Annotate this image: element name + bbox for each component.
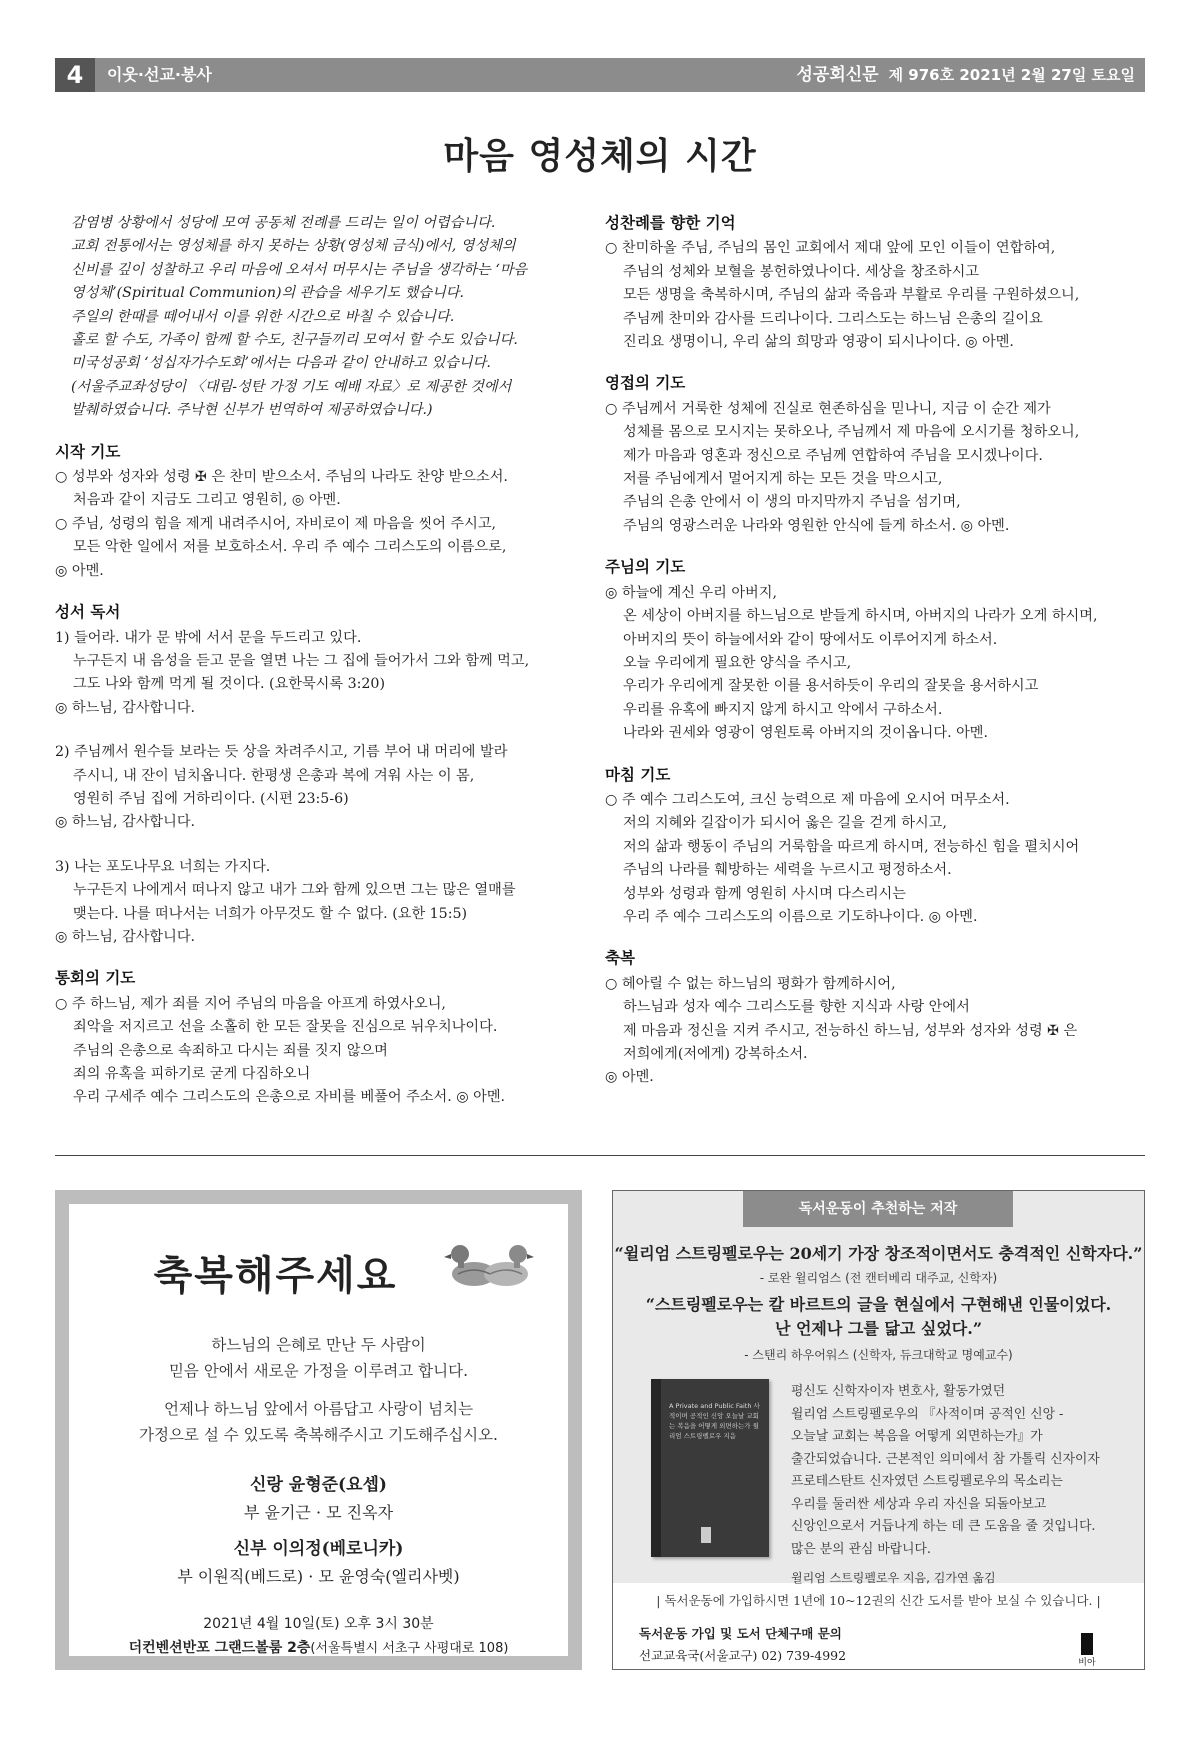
wedding-message	[69, 1332, 568, 1460]
prayer-line: ○ 헤아릴 수 없는 하느님의 평화가 함께하시어,	[605, 975, 896, 992]
prayer-line: 2) 주님께서 원수들 보라는 듯 상을 차려주시고, 기름 부어 내 머리에 발라	[55, 744, 508, 761]
intro-line: 감염병 상황에서 성당에 모여 공동체 전례를 드리는 일이 어렵습니다.	[71, 215, 496, 231]
prayer-line: 주님의 영광스러운 나라와 영원한 안식에 들게 하소서. ◎ 아멘.	[623, 517, 1010, 534]
prayer-line: 죄의 유혹을 피하기로 굳게 다짐하오니	[73, 1066, 311, 1082]
book-quote-2	[613, 1293, 1144, 1341]
wedding-message-line: 가정으로 설 수 있도록 축복해주시고 기도해주십시오.	[139, 1426, 498, 1444]
book-contact-title: 독서운동 가입 및 도서 단체구매 문의	[639, 1626, 842, 1641]
prayer-line: 주님의 성체와 보혈을 봉헌하였나이다. 세상을 창조하시고	[623, 263, 979, 280]
publisher-mark-icon	[1081, 1633, 1093, 1655]
prayer-line: 저의 삶과 행동이 주님의 거룩함을 따르게 하시며, 전능하신 힘을 펼치시어	[623, 838, 1080, 855]
prayer-line: ○ 성부와 성자와 성령 ✠ 은 찬미 받으소서. 주님의 나라도 찬양 받으소서.	[55, 469, 508, 486]
divider	[55, 1155, 1145, 1156]
prayer-line: ◎ 하늘에 계신 우리 아버지,	[605, 584, 777, 601]
book-quote-2-attribution: - 스탠리 하우어워스 (신학자, 듀크대학교 명예교수)	[744, 1348, 1013, 1362]
intro-line: 신비를 깊이 성찰하고 우리 마음에 오셔서 머무시는 주님을 생각하는 ‘마음	[71, 261, 528, 278]
book-quote-2-line: “스트링펠로우는 칼 바르트의 글을 현실에서 구현해낸 인물이었다.	[645, 1295, 1112, 1314]
section-title: 마침 기도	[605, 765, 671, 784]
prayer-line: 3) 나는 포도나무요 너희는 가지다.	[55, 858, 271, 875]
prayer-line: 주님의 나라를 훼방하는 세력을 누르시고 평정하소서.	[623, 862, 952, 879]
spacer	[55, 720, 575, 741]
book-description-line: 프로테스탄트 신자였던 스트링펠로우의 목소리는	[791, 1474, 1063, 1489]
wedding-ducks-icon	[444, 1234, 534, 1290]
book-description-line: 출간되었습니다. 근본적인 의미에서 참 가톨릭 신자이자	[791, 1451, 1100, 1467]
prayer-line: ◎ 하느님, 감사합니다.	[55, 814, 196, 831]
prayer-line: ◎ 하느님, 감사합니다.	[55, 699, 196, 716]
prayer-line: ○ 주 예수 그리스도여, 크신 능력으로 제 마음에 오시어 머무소서.	[605, 791, 1010, 808]
section-title: 주님의 기도	[605, 558, 686, 577]
groom-name: 신랑 윤형준(요셉)	[250, 1475, 387, 1495]
section-title: 시작 기도	[55, 442, 121, 461]
book-contact	[639, 1623, 846, 1667]
prayer-line: 나라와 권세와 영광이 영원토록 아버지의 것이옵니다. 아멘.	[623, 725, 989, 742]
prayer-line: 우리 구세주 예수 그리스도의 은총으로 자비를 베풀어 주소서. ◎ 아멘.	[73, 1089, 506, 1106]
intro-line: 영성체’(Spiritual Communion)의 관습을 세우기도 했습니다.	[71, 285, 464, 302]
wedding-message-line: 언제나 하느님 앞에서 아름답고 사랑이 넘치는	[163, 1400, 474, 1418]
page-number: 4	[55, 58, 95, 92]
wedding-details	[69, 1612, 568, 1661]
book-description	[791, 1381, 1136, 1590]
book-author: 윌리엄 스트링펠로우 지음, 김가연 옮김	[791, 1571, 996, 1585]
issue-info: 제 976호 2021년 2월 27일 토요일	[888, 66, 1135, 84]
paper-info	[796, 58, 1135, 92]
book-quote-1: “윌리엄 스트링펠로우는 20세기 가장 창조적이면서도 충격적인 신학자다.”	[614, 1244, 1143, 1263]
prayer-line: ◎ 하느님, 감사합니다.	[55, 928, 196, 945]
prayer-line: 주시니, 내 잔이 넘치옵니다. 한평생 은총과 복에 겨워 사는 이 몸,	[73, 767, 475, 784]
prayer-line: 성체를 몸으로 모시지는 못하오나, 주님께서 제 마음에 오시기를 청하오니,	[623, 424, 1080, 441]
prayer-line: 저를 주님에게서 멀어지게 하는 모든 것을 막으시고,	[623, 471, 943, 488]
section-name: 이웃·선교·봉사	[107, 65, 212, 84]
groom-parents: 부 윤기근 · 모 진옥자	[243, 1503, 394, 1522]
book-description-line: 윌리엄 스트링펠로우의 『사적이며 공적인 신앙 -	[791, 1406, 1064, 1422]
book-description-line: 평신도 신학자이자 변호사, 활동가였던	[791, 1384, 1006, 1399]
wedding-address: (서울특별시 서초구 사평대로 108)	[310, 1641, 509, 1656]
book-description-line: 신앙인으로서 거듭나게 하는 데 큰 도움을 줄 것입니다.	[791, 1519, 1096, 1534]
prayer-line: 1) 들어라. 내가 문 밖에 서서 문을 두드리고 있다.	[55, 629, 362, 646]
prayer-line: 우리를 유혹에 빠지지 않게 하시고 악에서 구하소서.	[623, 701, 943, 718]
prayer-line: 누구든지 나에게서 떠나지 않고 내가 그와 함께 있으면 그는 많은 열매를	[73, 882, 516, 899]
section-title: 영접의 기도	[605, 374, 686, 393]
prayer-line: 주님께 찬미와 감사를 드리나이다. 그리스도는 하느님 은총의 길이요	[623, 310, 1043, 327]
publisher-logo-icon	[1074, 1633, 1100, 1667]
intro-line: 교회 전통에서는 영성체를 하지 못하는 상황(영성체 금식)에서, 영성체의	[71, 238, 516, 255]
page-header-bar	[55, 58, 1145, 92]
prayer-line: 저희에게(저에게) 강복하소서.	[623, 1046, 808, 1062]
prayer-line: 제가 마음과 영혼과 정신으로 주님께 연합하여 주님을 모시겠나이다.	[623, 447, 1043, 464]
paper-name: 성공회신문	[796, 65, 879, 85]
prayer-line: 주님의 은총으로 속죄하고 다시는 죄를 짓지 않으며	[73, 1042, 388, 1059]
book-cover-logo-icon	[701, 1527, 711, 1543]
book-cover-text: A Private and Public Faith 사적이며 공적인 신앙 오늘날 교회는 복음을 어떻게 외면하는가 윌리엄 스트링펠로우 지음	[669, 1402, 760, 1440]
spacer	[55, 835, 575, 856]
prayer-line: 하느님과 성자 예수 그리스도를 향한 지식과 사랑 안에서	[623, 999, 970, 1016]
prayer-line: 모든 생명을 축복하시며, 주님의 삶과 죽음과 부활로 우리를 구원하셨으니,	[623, 287, 1080, 304]
prayer-line: ◎ 아멘.	[55, 562, 104, 579]
prayer-line: 죄악을 저지르고 선을 소홀히 한 모든 잘못을 진심으로 뉘우치나이다.	[73, 1019, 498, 1036]
prayer-line: 누구든지 내 음성을 듣고 문을 열면 나는 그 집에 들어가서 그와 함께 먹고,	[73, 652, 530, 669]
prayer-line: 우리가 우리에게 잘못한 이를 용서하듯이 우리의 잘못을 용서하시고	[623, 678, 1039, 695]
prayer-line: 영원히 주님 집에 거하리이다. (시편 23:5-6)	[73, 790, 349, 807]
wedding-message-line: 믿음 안에서 새로운 가정을 이루려고 합니다.	[168, 1362, 469, 1380]
prayer-line: ○ 주 하느님, 제가 죄를 지어 주님의 마음을 아프게 하였사오니,	[55, 995, 446, 1012]
section-title: 축복	[605, 949, 635, 968]
section-title: 통회의 기도	[55, 969, 136, 988]
article-title: 마음 영성체의 시간	[443, 136, 757, 177]
book-subscribe-note: | 독서운동에 가입하시면 1년에 10~12권의 신간 도서를 받아 보실 수 있습니다. |	[656, 1593, 1101, 1608]
prayer-line: 맺는다. 나를 떠나서는 너희가 아무것도 할 수 없다. (요한 15:5)	[73, 905, 468, 922]
wedding-couple	[69, 1472, 568, 1590]
prayer-line: ○ 찬미하올 주님, 주님의 몸인 교회에서 제대 앞에 모인 이들이 연합하여,	[605, 240, 1056, 257]
left-sections	[55, 441, 575, 1110]
book-description-line: 오늘날 교회는 복음을 어떻게 외면하는가』가	[791, 1429, 1043, 1444]
prayer-line: 처음과 같이 지금도 그리고 영원히, ◎ 아멘.	[73, 492, 341, 509]
intro-line: (서울주교좌성당이 〈대림-성탄 가정 기도 예배 자료〉로 제공한 것에서	[71, 378, 512, 395]
wedding-message-line: 하느님의 은혜로 만난 두 사람이	[211, 1336, 426, 1354]
left-column	[55, 212, 575, 1110]
intro-line: 주일의 한때를 떼어내서 이를 위한 시간으로 바칠 수 있습니다.	[71, 308, 455, 325]
prayer-line: 모든 악한 일에서 저를 보호하소서. 우리 주 예수 그리스도의 이름으로,	[73, 539, 507, 556]
bride-parents: 부 이원직(베드로) · 모 윤영숙(엘리사벳)	[177, 1567, 460, 1586]
book-recommendation	[612, 1190, 1145, 1670]
prayer-line: 주님의 은총 안에서 이 생의 마지막까지 주님을 섬기며,	[623, 494, 961, 511]
section-title: 성서 독서	[55, 603, 121, 622]
prayer-line: 성부와 성령과 함께 영원히 사시며 다스리시는	[623, 885, 906, 902]
prayer-line: 제 마음과 정신을 지켜 주시고, 전능하신 하느님, 성부와 성자와 성령 ✠ 은	[623, 1022, 1078, 1039]
intro-line: 발췌하였습니다. 주낙현 신부가 번역하여 제공하였습니다.)	[71, 402, 433, 419]
book-header: 독서운동이 추천하는 저작	[743, 1191, 1013, 1227]
book-quote-2-line: 난 언제나 그를 닮고 싶었다.”	[774, 1319, 983, 1338]
wedding-title-text: 축복해주세요	[153, 1252, 398, 1299]
prayer-line: 오늘 우리에게 필요한 양식을 주시고,	[623, 654, 852, 671]
prayer-line: ○ 주님, 성령의 힘을 제게 내려주시어, 자비로이 제 마음을 씻어 주시고,	[55, 515, 497, 532]
right-sections	[605, 212, 1145, 1090]
book-cover-image	[651, 1379, 769, 1557]
prayer-line: 그도 나와 함께 먹게 될 것이다. (요한묵시록 3:20)	[73, 676, 385, 693]
prayer-line: ○ 주님께서 거룩한 성체에 진실로 현존하심을 믿나니, 지금 이 순간 제가	[605, 400, 1051, 417]
book-description-line: 우리를 둘러싼 세상과 우리 자신을 되돌아보고	[791, 1496, 1047, 1512]
prayer-line: 온 세상이 아버지를 하느님으로 받들게 하시며, 아버지의 나라가 오게 하시며,	[623, 608, 1098, 625]
prayer-line: 우리 주 예수 그리스도의 이름으로 기도하나이다. ◎ 아멘.	[623, 908, 978, 925]
intro-line: 홀로 할 수도, 가족이 함께 할 수도, 친구들끼리 모여서 할 수도 있습니다.	[71, 332, 518, 349]
intro-line: 미국성공회 ‘성십자가수도회’에서는 다음과 같이 안내하고 있습니다.	[71, 355, 491, 372]
right-column	[605, 212, 1145, 1090]
book-contact-info: 선교교육국(서울교구) 02) 739-4992	[639, 1648, 847, 1663]
wedding-date: 2021년 4월 10일(토) 오후 3시 30분	[203, 1616, 434, 1632]
wedding-announcement	[55, 1190, 582, 1670]
intro	[55, 212, 575, 423]
book-quote-1-attribution: - 로완 윌리엄스 (전 캔터베리 대주교, 신학자)	[759, 1271, 998, 1285]
book-description-line: 많은 분의 관심 바랍니다.	[791, 1541, 931, 1557]
section-title: 성찬례를 향한 기억	[605, 214, 736, 232]
wedding-card	[69, 1204, 568, 1656]
prayer-line: 아버지의 뜻이 하늘에서와 같이 땅에서도 이루어지게 하소서.	[623, 631, 998, 648]
prayer-line: ◎ 아멘.	[605, 1069, 654, 1086]
prayer-line: 진리요 생명이니, 우리 삶의 희망과 영광이 되시나이다. ◎ 아멘.	[623, 334, 1014, 351]
wedding-venue: 더컨벤션반포 그랜드볼룸 2층	[128, 1640, 311, 1656]
prayer-line: 저의 지혜와 길잡이가 되시어 옳은 길을 걷게 하시고,	[623, 815, 947, 832]
publisher-name: 비아	[1078, 1658, 1096, 1668]
bride-name: 신부 이의정(베로니카)	[233, 1539, 404, 1559]
